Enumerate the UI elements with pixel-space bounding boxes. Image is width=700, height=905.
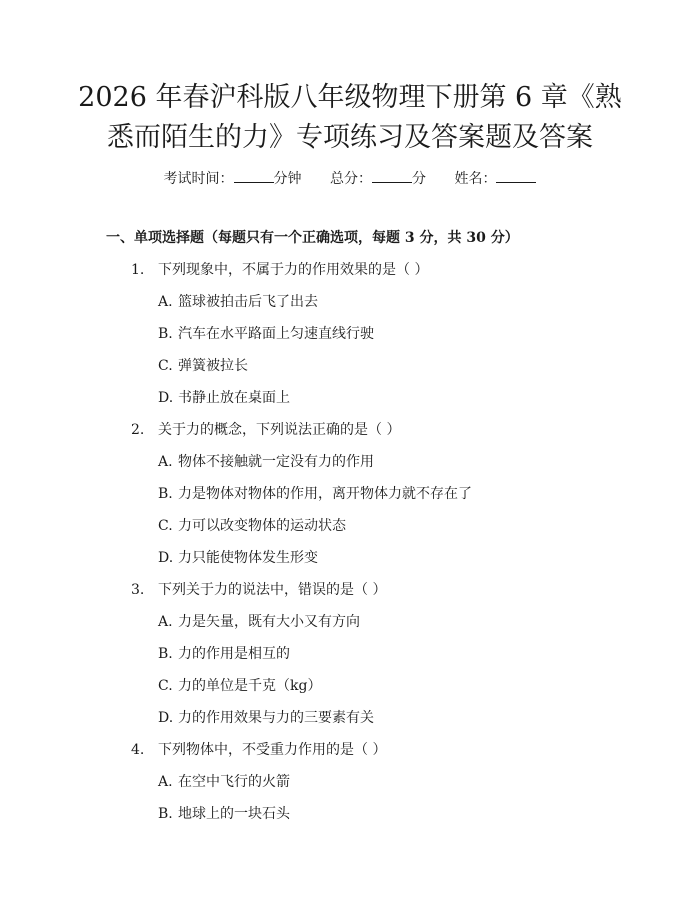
option-text: 篮球被拍击后飞了出去 [178, 294, 318, 310]
total-score-blank[interactable] [372, 168, 412, 183]
exam-time-unit: 分钟 [273, 171, 302, 187]
option-letter: C. [158, 518, 173, 534]
question-stem: 关于力的概念，下列说法正确的是（ ） [158, 422, 401, 438]
option-text: 地球上的一块石头 [178, 806, 290, 822]
question-stem: 下列关于力的说法中，错误的是（ ） [158, 582, 387, 598]
student-name-blank[interactable] [496, 168, 536, 183]
option-text: 书静止放在桌面上 [178, 390, 290, 406]
option-letter: B. [158, 326, 173, 342]
option-text: 弹簧被拉长 [178, 358, 248, 374]
option-letter: B. [158, 486, 173, 502]
option-letter: B. [158, 646, 173, 662]
question-stem: 下列现象中，不属于力的作用效果的是（ ） [158, 262, 429, 278]
option-2b[interactable] [158, 484, 472, 504]
option-text: 力只能使物体发生形变 [178, 550, 318, 566]
exam-info-line [0, 168, 700, 189]
option-1d[interactable] [158, 388, 290, 408]
question-number: 1. [131, 262, 145, 278]
question-3 [131, 580, 386, 600]
option-text: 在空中飞行的火箭 [178, 774, 290, 790]
option-letter: D. [158, 710, 174, 726]
option-text: 力是矢量，既有大小又有方向 [178, 614, 360, 630]
option-text: 力是物体对物体的作用，离开物体力就不存在了 [178, 486, 472, 502]
option-letter: C. [158, 358, 173, 374]
option-letter: D. [158, 550, 174, 566]
student-name-label: 姓名： [454, 171, 497, 187]
question-2 [131, 420, 400, 440]
exam-time-blank[interactable] [234, 168, 274, 183]
option-3d[interactable] [158, 708, 374, 728]
option-1b[interactable] [158, 324, 374, 344]
option-2d[interactable] [158, 548, 318, 568]
question-number: 2. [131, 422, 145, 438]
option-1c[interactable] [158, 356, 248, 376]
option-text: 物体不接触就一定没有力的作用 [178, 454, 374, 470]
student-name-field [454, 171, 536, 187]
option-text: 力的单位是千克（kg） [178, 678, 322, 694]
question-1 [131, 260, 428, 280]
exam-time-field [164, 171, 302, 187]
option-2a[interactable] [158, 452, 374, 472]
option-letter: A. [158, 774, 173, 790]
option-letter: D. [158, 390, 174, 406]
option-letter: A. [158, 454, 173, 470]
total-score-field [330, 171, 426, 187]
option-4b[interactable] [158, 804, 290, 824]
question-stem: 下列物体中，不受重力作用的是（ ） [158, 742, 387, 758]
option-text: 力可以改变物体的运动状态 [178, 518, 346, 534]
option-letter: C. [158, 678, 173, 694]
option-letter: A. [158, 294, 173, 310]
option-letter: B. [158, 806, 173, 822]
option-2c[interactable] [158, 516, 346, 536]
question-number: 4. [131, 742, 145, 758]
option-3a[interactable] [158, 612, 360, 632]
question-4 [131, 740, 386, 760]
option-4a[interactable] [158, 772, 290, 792]
total-score-unit: 分 [412, 171, 426, 187]
total-score-label: 总分： [330, 171, 372, 187]
exam-time-label: 考试时间： [163, 171, 234, 187]
option-text: 汽车在水平路面上匀速直线行驶 [178, 326, 374, 342]
section-heading: 一、单项选择题（每题只有一个正确选项，每题 3 分，共 30 分） [106, 230, 519, 246]
option-3c[interactable] [158, 676, 321, 696]
question-number: 3. [131, 582, 145, 598]
option-text: 力的作用效果与力的三要素有关 [178, 710, 374, 726]
document-title-line-2: 悉而陌生的力》专项练习及答案题及答案 [107, 122, 593, 153]
option-letter: A. [158, 614, 173, 630]
option-1a[interactable] [158, 292, 318, 312]
option-text: 力的作用是相互的 [178, 646, 290, 662]
document-title-line-1: 2026 年春沪科版八年级物理下册第 6 章《熟 [78, 82, 622, 113]
option-3b[interactable] [158, 644, 290, 664]
